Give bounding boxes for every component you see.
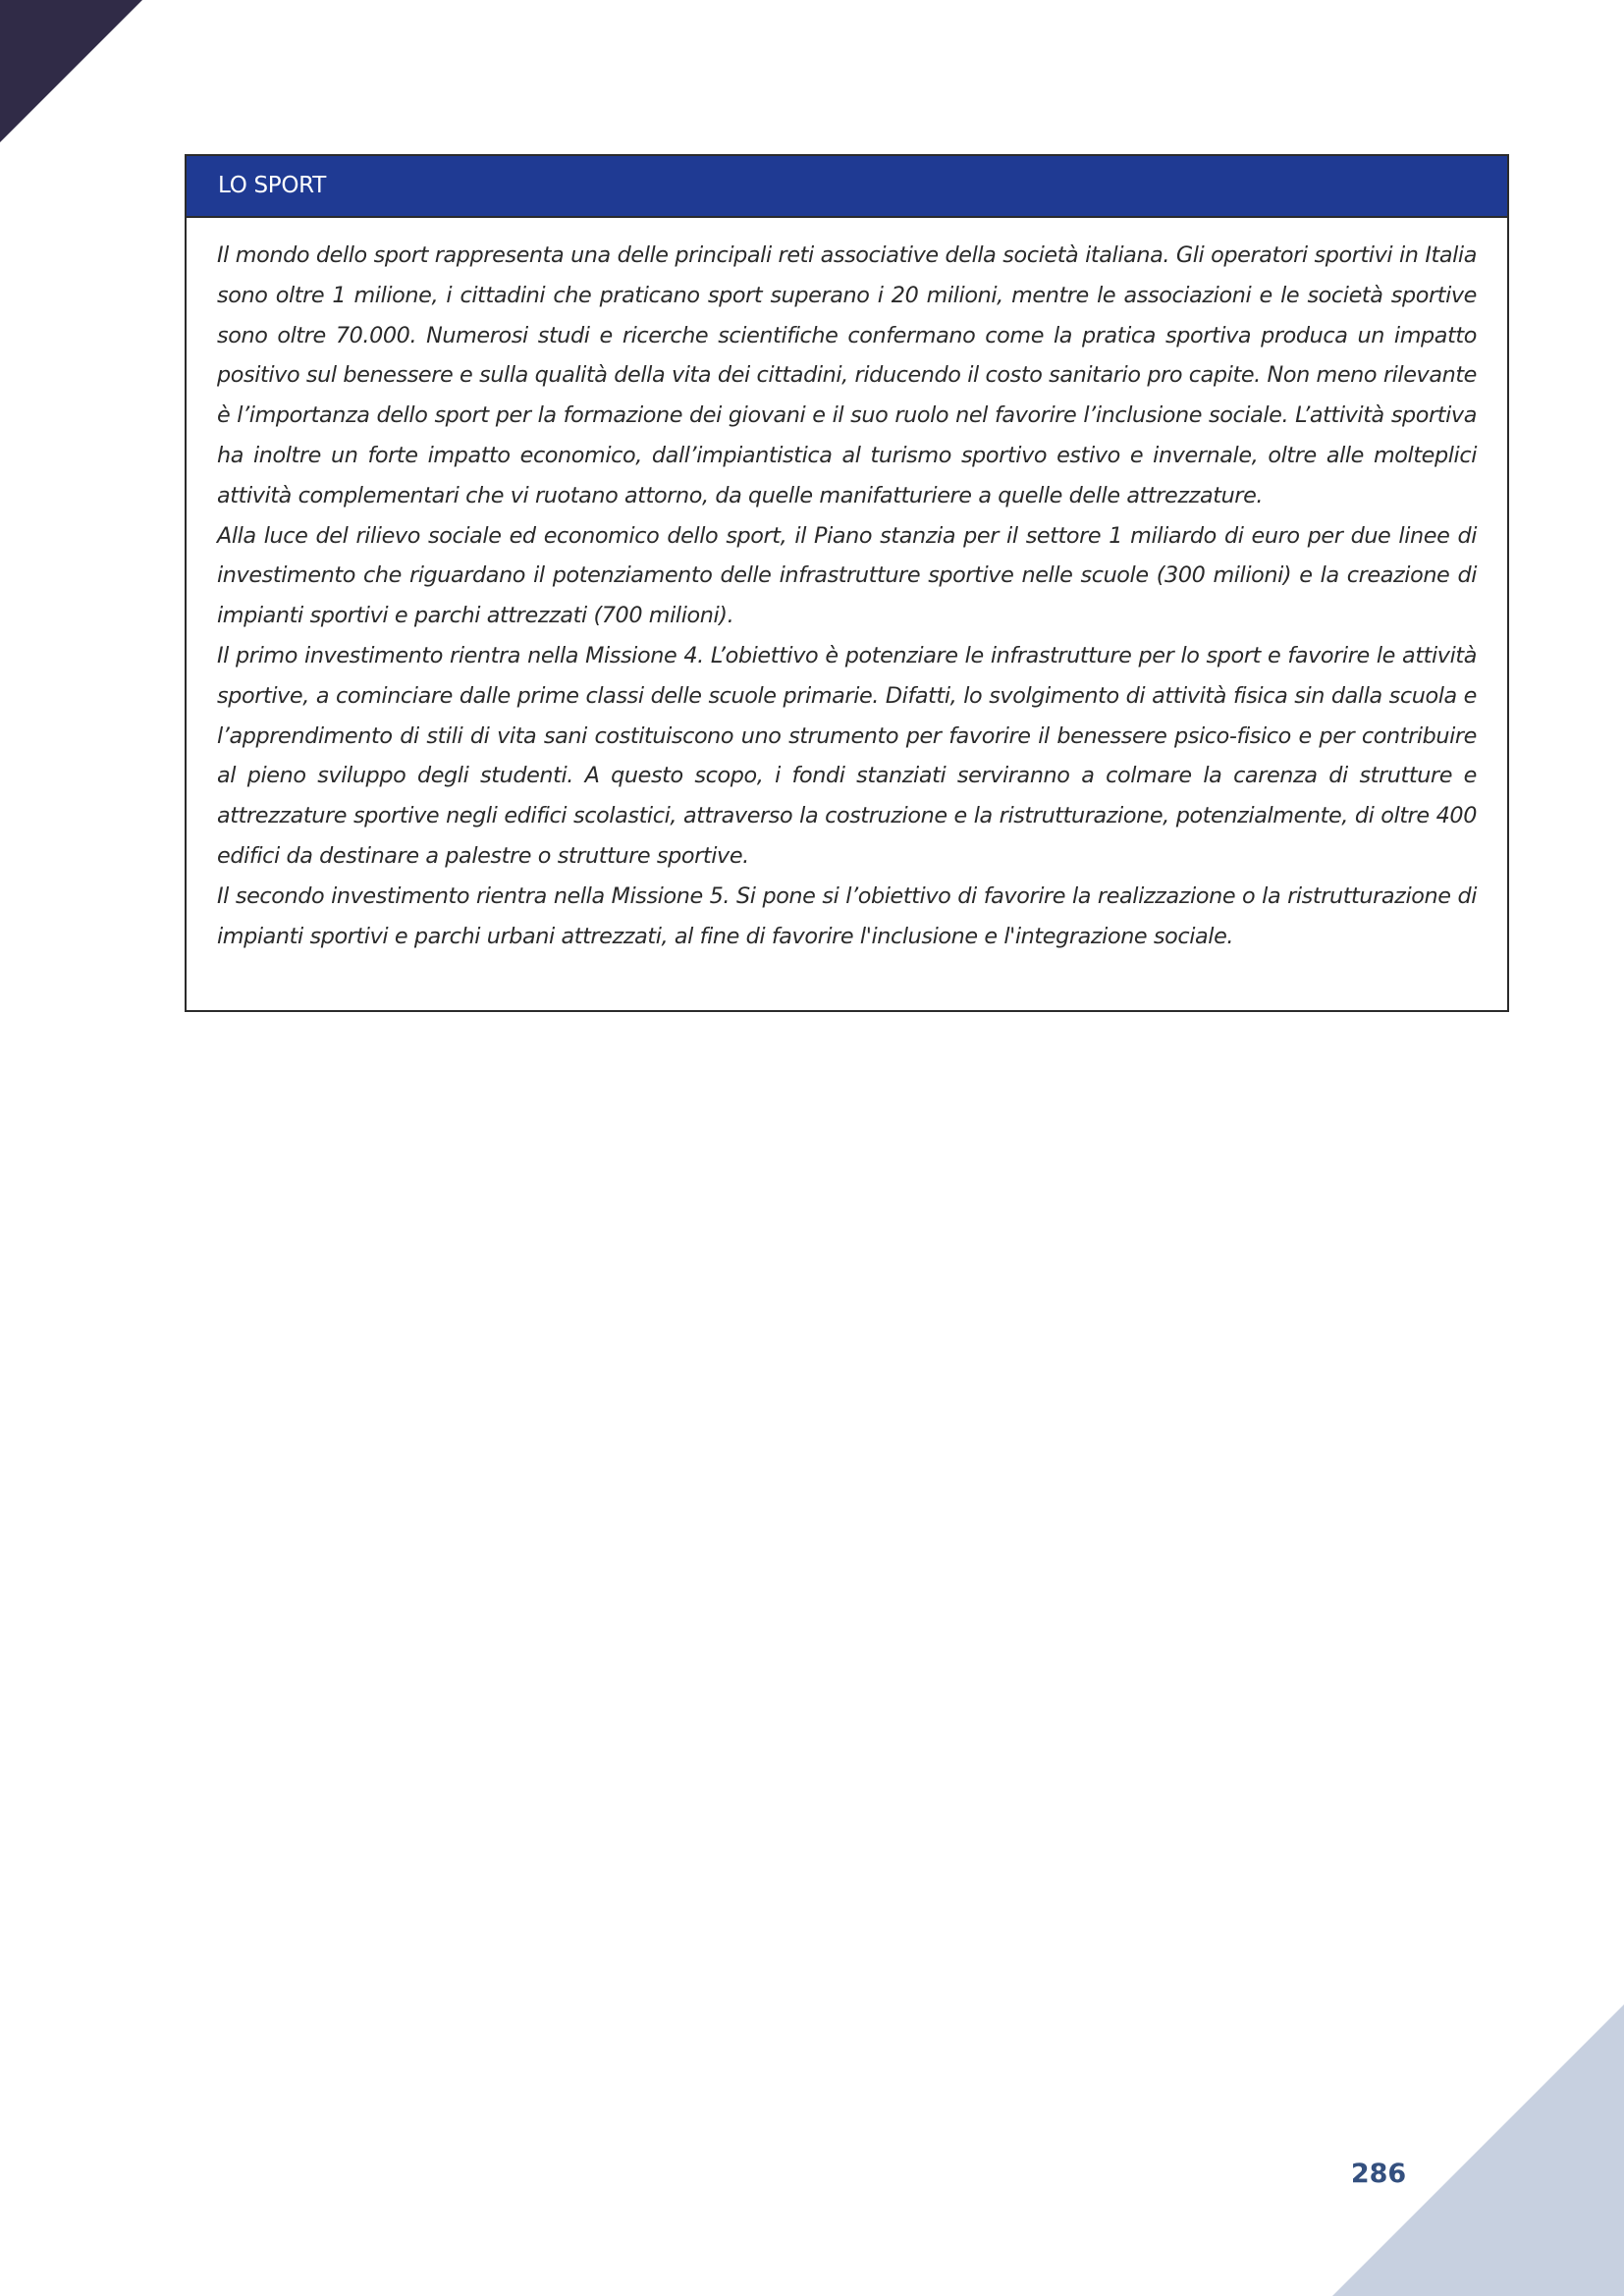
corner-decoration-bottom-right [1332,2004,1624,2296]
paragraph-2: Alla luce del rilievo sociale ed economico dello sport, il Piano stanzia per il settore 1 miliardo di euro per due linee di investimento che riguardano il potenziamento delle infrastrutture sportive nelle scuole (300 milioni) e la creazione di impianti sportivi e parchi attrezzati (700 milioni). [217,522,1477,629]
page-number: 286 [1350,2159,1407,2189]
box-title: LO SPORT [187,156,1507,218]
paragraph-1: Il mondo dello sport rappresenta una delle principali reti associative della società italiana. Gli operatori sportivi in Italia sono oltre 1 milione, i cittadini che praticano sport superano i 20 milioni, mentre le associazioni e le società sportive sono oltre 70.000. Numerosi studi e ricerche scientifiche confermano come la pratica sportiva produca un impatto positivo sul benessere e sulla qualità della vita dei cittadini, riducendo il costo sanitario pro capite. Non meno rilevante è l’importanza dello sport per la formazione dei giovani e il suo ruolo nel favorire l’inclusione sociale. L’attività sportiva ha inoltre un forte impatto economico, dall’impiantistica al turismo sportivo estivo e invernale, oltre alle molteplici attività complementari che vi ruotano attorno, da quelle manifatturiere a quelle delle attrezzature. [217,242,1477,508]
paragraph-3: Il primo investimento rientra nella Missione 4. L’obiettivo è potenziare le infrastrutture per lo sport e favorire le attività sportive, a cominciare dalle prime classi delle scuole primarie. Difatti, lo svolgimento di attività fisica sin dalla scuola e l’apprendimento di stili di vita sani costituiscono uno strumento per favorire il benessere psico-fisico e per contribuire al pieno sviluppo degli studenti. A questo scopo, i fondi stanziati serviranno a colmare la carenza di strutture e attrezzature sportive negli edifici scolastici, attraverso la costruzione e la ristrutturazione, potenzialmente, di oltre 400 edifici da destinare a palestre o strutture sportive. [217,642,1477,869]
box-body [187,218,1507,956]
corner-decoration-top-left [0,0,142,142]
paragraph-4: Il secondo investimento rientra nella Missione 5. Si pone si l’obiettivo di favorire la realizzazione o la ristrutturazione di impianti sportivi e parchi urbani attrezzati, al fine di favorire l'inclusione e l'integrazione sociale. [217,882,1477,949]
info-box-sport [185,154,1509,1012]
